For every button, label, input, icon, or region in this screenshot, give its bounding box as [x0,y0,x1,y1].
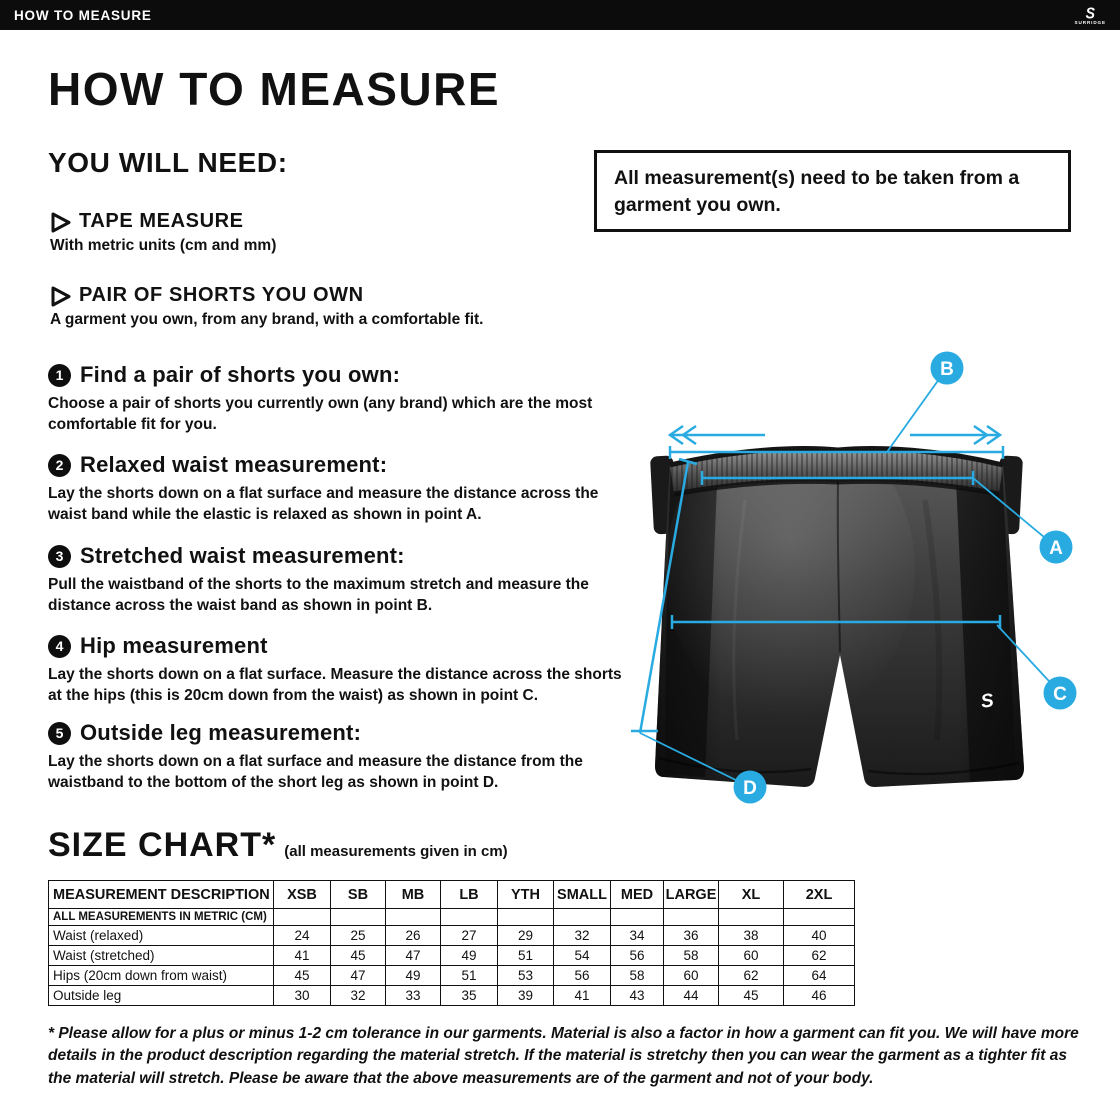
empty-cell [441,909,498,926]
header-cell: 2XL [784,881,855,909]
size-value-cell: 25 [331,926,386,946]
empty-cell [331,909,386,926]
size-value-cell: 56 [554,966,611,986]
garment-logo-icon: S [979,690,996,713]
step-1-body: Choose a pair of shorts you currently own (any brand) which are the most comfortable fit for you. [48,395,593,434]
surridge-s-icon: S [1085,4,1095,23]
size-value-cell: 45 [274,966,331,986]
metric-note-row [49,909,855,926]
size-chart-table [48,880,855,1006]
size-value-cell: 56 [611,946,664,966]
need-item-tape-measure: TAPE MEASURE [79,210,244,232]
surridge-logo [1075,4,1106,26]
header-cell: XL [719,881,784,909]
size-value-cell: 53 [498,966,554,986]
size-value-cell: 58 [611,966,664,986]
header-cell: XSB [274,881,331,909]
size-value-cell: 33 [386,986,441,1006]
need-item-shorts-desc: A garment you own, from any brand, with a comfortable fit. [50,311,484,328]
step-2 [48,452,626,525]
point-b-label: B [940,359,954,380]
size-value-cell: 49 [441,946,498,966]
size-value-cell: 51 [441,966,498,986]
step-5-heading [48,720,626,746]
size-value-cell: 41 [274,946,331,966]
step-2-body: Lay the shorts down on a flat surface and measure the distance across the waist band while the elastic is relaxed as shown in point A. [48,485,599,524]
measurement-label-cell: Outside leg [49,986,274,1006]
step-4-title: Hip measurement [80,633,268,658]
size-value-cell: 54 [554,946,611,966]
size-value-cell: 30 [274,986,331,1006]
step-1 [48,362,626,435]
step-4-number-badge: 4 [48,635,71,658]
triangle-bullet-icon [50,212,71,233]
step-4 [48,633,626,706]
size-chart-subtitle: (all measurements given in cm) [284,843,508,860]
step-5 [48,720,626,793]
empty-cell [611,909,664,926]
size-value-cell: 46 [784,986,855,1006]
table-row-outside-leg [49,986,855,1006]
step-2-heading [48,452,626,478]
size-value-cell: 62 [784,946,855,966]
you-will-need-heading: YOU WILL NEED: [48,147,288,178]
size-value-cell: 32 [331,986,386,1006]
size-chart-title: SIZE CHART* [48,826,277,864]
stretch-arrow-right [910,426,1000,444]
size-value-cell: 47 [331,966,386,986]
empty-cell [274,909,331,926]
step-2-number-badge: 2 [48,454,71,477]
size-value-cell: 40 [784,926,855,946]
size-value-cell: 62 [719,966,784,986]
point-c-badge [1044,677,1077,710]
step-5-body: Lay the shorts down on a flat surface and measure the distance from the waistband to the bottom of the short leg as shown in point D. [48,753,583,792]
measurement-label-cell: Hips (20cm down from waist) [49,966,274,986]
header-cell: MEASUREMENT DESCRIPTION [49,881,274,909]
size-value-cell: 49 [386,966,441,986]
table-row-waist-relaxed [49,926,855,946]
header-cell: SMALL [554,881,611,909]
header-cell: MB [386,881,441,909]
step-3-number-badge: 3 [48,545,71,568]
size-value-cell: 64 [784,966,855,986]
size-value-cell: 44 [664,986,719,1006]
step-5-title: Outside leg measurement: [80,720,362,745]
size-value-cell: 32 [554,926,611,946]
need-item-tape-measure-desc: With metric units (cm and mm) [50,237,277,254]
topbar-title: HOW TO MEASURE [14,7,152,23]
tolerance-footnote: * Please allow for a plus or minus 1-2 cm tolerance in our garments. Material is also a factor in how a garment can fit you. We will have more details in the product description regarding the material stretch. If the material is stretchy then you can wear the garment as a tighter fit as the material will stretch. Please be aware that the above measurements are of the garment and not of your body. [48,1025,1079,1087]
size-chart-header-row [49,881,855,909]
shorts-measurement-diagram [625,340,1085,805]
size-value-cell: 43 [611,986,664,1006]
step-2-title: Relaxed waist measurement: [80,452,388,477]
header-cell: LB [441,881,498,909]
header-cell: YTH [498,881,554,909]
size-value-cell: 35 [441,986,498,1006]
step-3-title: Stretched waist measurement: [80,543,405,568]
measurement-note-box: All measurement(s) need to be taken from a garment you own. [594,150,1071,232]
size-value-cell: 58 [664,946,719,966]
triangle-bullet-icon [50,286,71,307]
size-value-cell: 47 [386,946,441,966]
point-d-badge [734,771,767,804]
step-1-heading [48,362,626,388]
size-value-cell: 45 [719,986,784,1006]
size-value-cell: 41 [554,986,611,1006]
size-value-cell: 27 [441,926,498,946]
step-1-title: Find a pair of shorts you own: [80,362,401,387]
size-value-cell: 45 [331,946,386,966]
need-item-shorts: PAIR OF SHORTS YOU OWN [79,284,364,306]
empty-cell [554,909,611,926]
size-value-cell: 29 [498,926,554,946]
page-title: HOW TO MEASURE [48,63,501,115]
size-value-cell: 38 [719,926,784,946]
measurement-label-cell: Waist (relaxed) [49,926,274,946]
step-3-body: Pull the waistband of the shorts to the maximum stretch and measure the distance across the waist band as shown in point B. [48,576,589,615]
empty-cell [719,909,784,926]
empty-cell [784,909,855,926]
header-cell: MED [611,881,664,909]
table-row-waist-stretched [49,946,855,966]
step-5-number-badge: 5 [48,722,71,745]
size-value-cell: 39 [498,986,554,1006]
size-value-cell: 60 [664,966,719,986]
empty-cell [386,909,441,926]
header-cell: SB [331,881,386,909]
table-row-hips [49,966,855,986]
size-value-cell: 60 [719,946,784,966]
step-3 [48,543,626,616]
point-a-label: A [1049,538,1063,559]
step-4-heading [48,633,626,659]
step-3-heading [48,543,626,569]
shorts-illustration [650,420,1024,787]
point-c-label: C [1053,684,1067,705]
surridge-wordmark: SURRIDGE [1074,20,1106,26]
step-4-body: Lay the shorts down on a flat surface. Measure the distance across the shorts at the hips (this is 20cm down from the waist) as shown in point C. [48,666,622,705]
step-1-number-badge: 1 [48,364,71,387]
size-value-cell: 26 [386,926,441,946]
empty-cell [498,909,554,926]
measurement-label-cell: Waist (stretched) [49,946,274,966]
top-bar [0,0,1120,30]
size-value-cell: 24 [274,926,331,946]
header-cell: LARGE [664,881,719,909]
empty-cell [664,909,719,926]
size-value-cell: 36 [664,926,719,946]
point-a-badge [1040,531,1073,564]
size-chart-heading-row [48,826,508,865]
size-value-cell: 51 [498,946,554,966]
size-value-cell: 34 [611,926,664,946]
metric-note-cell: ALL MEASUREMENTS IN METRIC (CM) [49,909,274,926]
point-b-badge [931,352,964,385]
point-d-label: D [743,778,757,799]
